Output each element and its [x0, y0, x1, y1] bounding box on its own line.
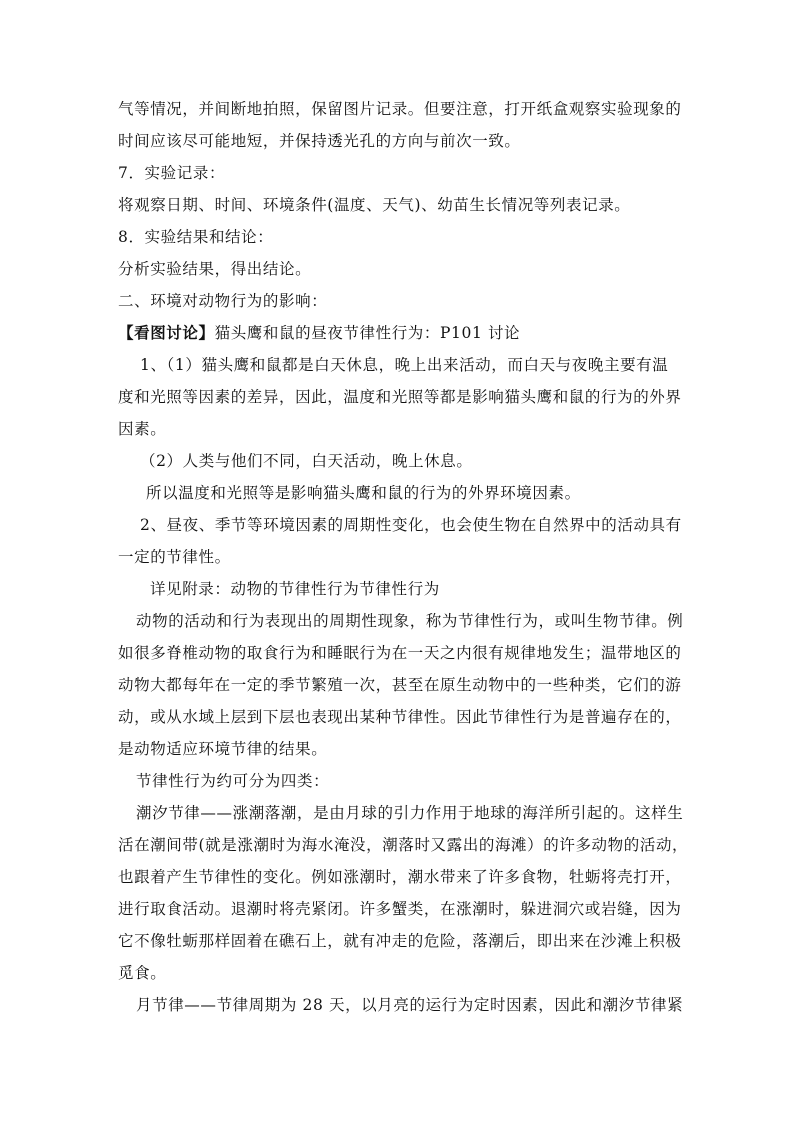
- discussion-heading: [118, 322, 794, 344]
- text-line: （2）人类与他们不同，白天活动，晚上休息。: [140, 452, 473, 470]
- section-heading: 二、环境对动物行为的影响：: [118, 292, 328, 310]
- text-line: 度和光照等因素的差异，因此，温度和光照等都是影响猫头鹰和鼠的行为的外界: [118, 388, 682, 406]
- text-line: 它不像牡蛎那样固着在礁石上，就有冲走的危险，落潮后，即出来在沙滩上积极: [118, 932, 682, 950]
- text-line: 觅食。: [118, 964, 167, 982]
- text-line: 动物的活动和行为表现出的周期性现象，称为节律性行为，或叫生物节律。例: [136, 612, 684, 630]
- text-line: 节律性行为约可分为四类：: [136, 772, 330, 790]
- text-line: 一定的节律性。: [118, 548, 231, 566]
- text-line: 动物大都每年在一定的季节繁殖一次，甚至在原生动物中的一些种类，它们的游: [118, 676, 682, 694]
- text-line: 分析实验结果，得出结论。: [118, 260, 312, 278]
- text-line: 1、（1）猫头鹰和鼠都是白天休息，晚上出来活动，而白天与夜晚主要有温: [140, 356, 669, 374]
- section-heading: 8．实验结果和结论：: [118, 228, 274, 246]
- text-line: 如很多脊椎动物的取食行为和睡眠行为在一天之内很有规律地发生；温带地区的: [118, 644, 682, 662]
- text-line: 时间应该尽可能地短，并保持透光孔的方向与前次一致。: [118, 132, 521, 150]
- text-line: 月节律——节律周期为 28 天，以月亮的运行为定时因素，因此和潮汐节律紧: [136, 996, 684, 1014]
- text-line: 2、昼夜、季节等环境因素的周期性变化，也会使生物在自然界中的活动具有: [140, 516, 682, 534]
- section-heading: 7．实验记录：: [118, 164, 226, 182]
- text-line: 潮汐节律——涨潮落潮，是由月球的引力作用于地球的海洋所引起的。这样生: [136, 804, 684, 822]
- text-line: 进行取食活动。退潮时将壳紧闭。许多蟹类，在涨潮时，躲进洞穴或岩缝，因为: [118, 900, 682, 918]
- text-line: 将观察日期、时间、环境条件(温度、天气)、幼苗生长情况等列表记录。: [118, 196, 631, 214]
- text-line: 活在潮间带(就是涨潮时为海水淹没，潮落时又露出的海滩）的许多动物的活动，: [118, 836, 689, 854]
- discussion-label: 【看图讨论】: [118, 323, 215, 342]
- text-line: 因素。: [118, 420, 167, 438]
- text-line: 动，或从水域上层到下层也表现出某种节律性。因此节律性行为是普遍存在的，: [118, 708, 682, 726]
- appendix-heading: 详见附录：动物的节律性行为节律性行为: [150, 580, 440, 598]
- text-line: 是动物适应环境节律的结果。: [118, 740, 328, 758]
- text-line: 所以温度和光照等是影响猫头鹰和鼠的行为的外界环境因素。: [146, 484, 581, 502]
- discussion-title: 猫头鹰和鼠的昼夜节律性行为：P101 讨论: [214, 324, 521, 342]
- text-line: 气等情况，并间断地拍照，保留图片记录。但要注意，打开纸盒观察实验现象的: [118, 100, 682, 118]
- text-line: 也跟着产生节律性的变化。例如涨潮时，潮水带来了许多食物，牡蛎将壳打开，: [118, 868, 682, 886]
